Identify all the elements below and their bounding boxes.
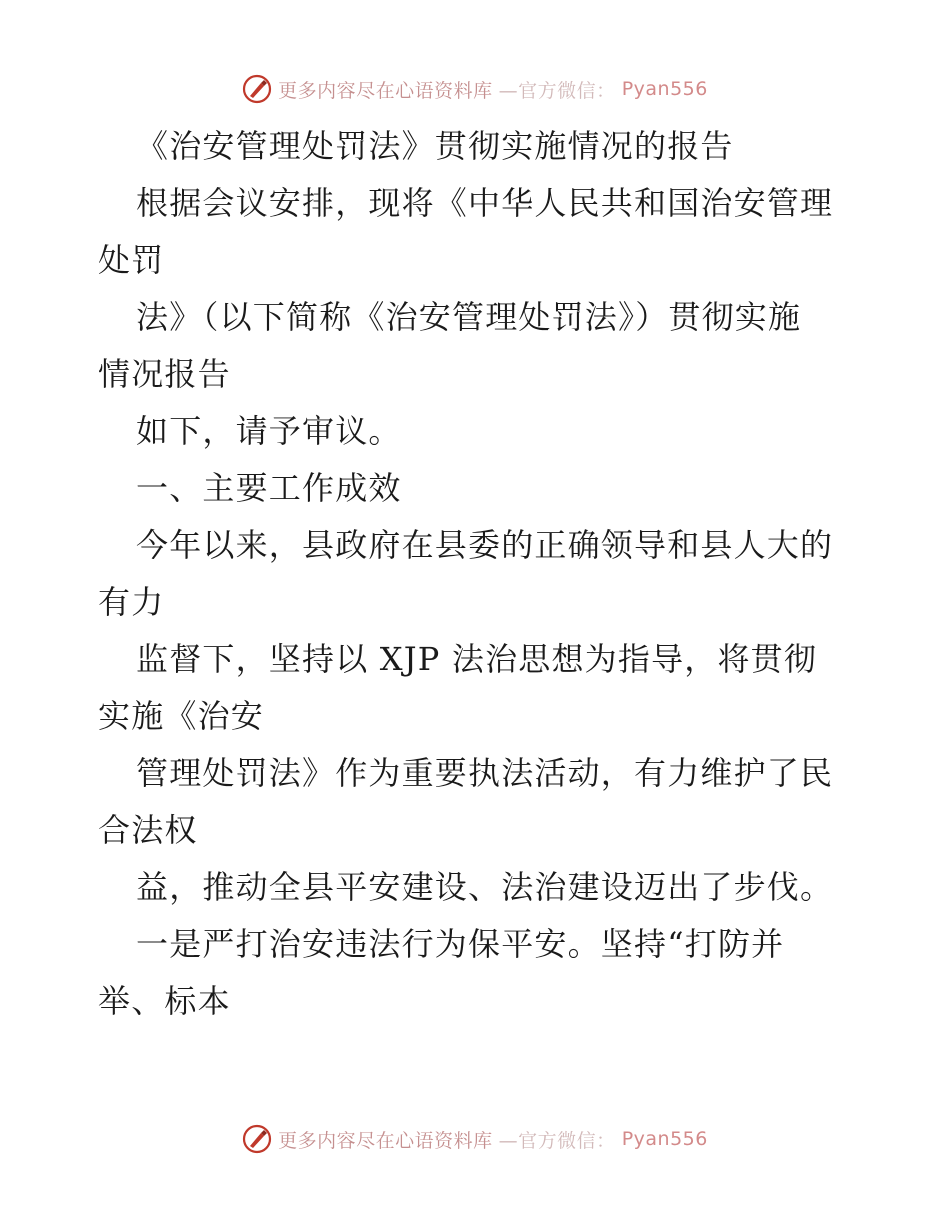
watermark-text: 更多内容尽在心语资料库 — [278, 1129, 493, 1152]
paragraph-line: 处罚 — [98, 241, 165, 279]
pen-logo-icon — [242, 1124, 272, 1154]
paragraph-line: 监督下，坚持以 XJP 法治思想为指导，将贯彻 — [136, 640, 818, 678]
header-watermark — [0, 74, 950, 104]
paragraph-line: 根据会议安排，现将《中华人民共和国治安管理 — [136, 184, 834, 222]
paragraph-line: 法》（以下简称《治安管理处罚法》）贯彻实施 — [136, 298, 802, 336]
watermark-wechat-label: —官方微信： — [498, 1129, 616, 1152]
paragraph-line: 情况报告 — [98, 355, 231, 393]
paragraph-line: 益，推动全县平安建设、法治建设迈出了步伐。 — [136, 868, 834, 906]
document-body — [98, 118, 858, 1030]
paragraph-line: 如下，请予审议。 — [136, 412, 402, 450]
paragraph-line: 今年以来，县政府在县委的正确领导和县人大的 — [136, 526, 834, 564]
paragraph-line: 管理处罚法》作为重要执法活动，有力维护了民 — [136, 754, 834, 792]
watermark-wechat-label: —官方微信： — [498, 79, 616, 102]
section-heading: 一、主要工作成效 — [136, 469, 402, 507]
footer-watermark — [0, 1124, 950, 1154]
paragraph-line: 举、标本 — [98, 982, 231, 1020]
document-title: 《治安管理处罚法》贯彻实施情况的报告 — [136, 127, 734, 165]
watermark-text: 更多内容尽在心语资料库 — [278, 79, 493, 102]
paragraph-line: 有力 — [98, 583, 165, 621]
watermark-wechat-id: Pyan556 — [621, 78, 708, 100]
paragraph-line: 一是严打治安违法行为保平安。坚持“打防并 — [136, 925, 785, 963]
paragraph-line: 合法权 — [98, 811, 198, 849]
paragraph-line: 实施《治安 — [98, 697, 265, 735]
pen-logo-icon — [242, 74, 272, 104]
watermark-wechat-id: Pyan556 — [621, 1128, 708, 1150]
